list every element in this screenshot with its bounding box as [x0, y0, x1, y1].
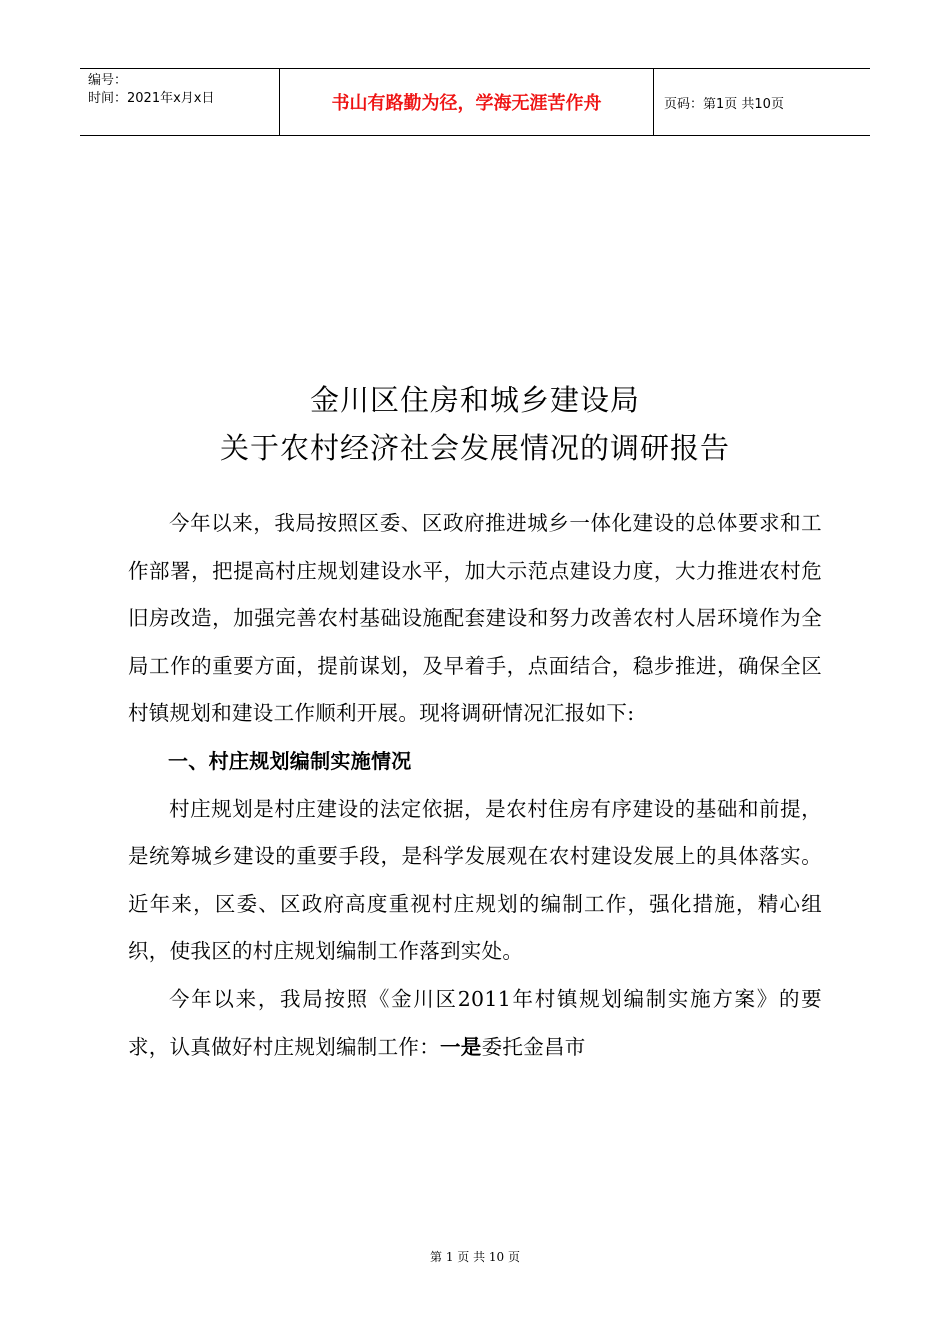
paragraph-2-end: 委托金昌市 [481, 1034, 586, 1059]
document-header [80, 68, 870, 136]
header-meta [80, 69, 280, 135]
paragraph-2-bold-marker: 一是 [440, 1034, 482, 1059]
title-line-2: 关于农村经济社会发展情况的调研报告 [219, 431, 730, 465]
serial-label: 编号： [88, 73, 128, 88]
section-1-paragraph-1: 村庄规划是村庄建设的法定依据，是农村住房有序建设的基础和前提，是统筹城乡建设的重要手段，是科学发展观在农村建设发展上的具体落实。近年来，区委、区政府高度重视村庄规划的编制工作，强化措施，精心组织，使我区的村庄规划编制工作落到实处。 [128, 796, 822, 964]
header-motto: 书山有路勤为径，学海无涯苦作舟 [280, 69, 654, 135]
section-1-heading: 一、村庄规划编制实施情况 [168, 748, 412, 773]
time-label: 时间：2021年x月x日 [88, 91, 215, 106]
title-line-1: 金川区住房和城乡建设局 [309, 383, 640, 417]
section-1-paragraph-2 [128, 976, 822, 1071]
paragraph-2-start: 今年以来，我局按照《金川区2011年村镇规划编制实施方案》的要求，认真做好村庄规划编制工作： [128, 986, 822, 1059]
header-page-code: 页码：第1页 共10页 [664, 96, 784, 112]
page-footer: 第 1 页 共 10 页 [430, 1250, 520, 1264]
intro-paragraph: 今年以来，我局按照区委、区政府推进城乡一体化建设的总体要求和工作部署，把提高村庄规划建设水平，加大示范点建设力度，大力推进农村危旧房改造，加强完善农村基础设施配套建设和努力改善农村人居环境作为全局工作的重要方面，提前谋划，及早着手，点面结合，稳步推进，确保全区村镇规划和建设工作顺利开展。现将调研情况汇报如下: [128, 511, 822, 726]
document-body [128, 500, 822, 1071]
